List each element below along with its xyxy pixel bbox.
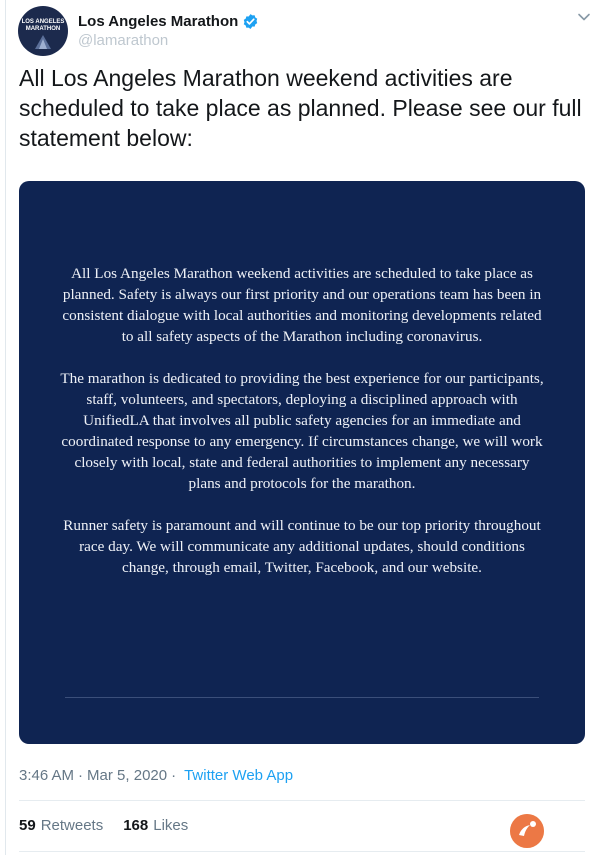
statement-paragraph-3: Runner safety is paramount and will continue to be our top priority throughout race day. We will communicate any additional updates, should conditions change, through email, Twitter, Facebook, and our website. [63, 517, 541, 576]
avatar-logo-text: LOS ANGELES MARATHON [21, 19, 65, 32]
tweet-time[interactable]: 3:46 AM [19, 766, 75, 784]
tweet-stats [19, 815, 208, 835]
statement-paragraph-1: All Los Angeles Marathon weekend activities are scheduled to take place as planned. Safety is always our first priority and our operations team has been in consistent dialogue with local authorities and monitoring developments related to all safety aspects of the Marathon including coronavirus. [62, 265, 542, 345]
runner-logo-icon [35, 35, 51, 49]
statement-divider [65, 697, 539, 698]
name-row [78, 11, 259, 31]
divider-top [19, 800, 585, 801]
retweets-label: Retweets [40, 816, 104, 834]
likes-label: Likes [153, 816, 189, 834]
statement-image[interactable] [19, 181, 585, 744]
likes-count: 168 [123, 816, 149, 834]
statement-paragraph-2: The marathon is dedicated to providing the best experience for our participants, staff, volunteers, and spectators, deploying a disciplined approach with UnifiedLA that involves all public safety agencies for an immediate and coordinated response to any emergency. If circumstances change, we will work closely with local, state and federal authorities to implement any necessary plans and protocols for the marathon. [60, 370, 544, 492]
meta-separator-2: · [171, 766, 177, 784]
left-border [5, 0, 6, 855]
tweet-date[interactable]: Mar 5, 2020 [87, 766, 168, 784]
display-name[interactable]: Los Angeles Marathon [78, 12, 239, 30]
tweet-text: All Los Angeles Marathon weekend activities are scheduled to take place as planned. Please see our full statement below: [19, 65, 582, 151]
verified-badge-icon [242, 13, 259, 30]
tweet-source-link[interactable]: Twitter Web App [184, 766, 294, 784]
retweets-stat[interactable] [19, 817, 103, 834]
divider-bottom [19, 851, 585, 852]
tweet-meta [19, 765, 293, 785]
tweet-header [18, 6, 593, 56]
retweets-count: 59 [19, 816, 36, 834]
statement-text [59, 263, 545, 599]
avatar[interactable] [18, 6, 68, 56]
likes-stat[interactable] [123, 817, 188, 834]
chevron-down-icon[interactable] [577, 10, 591, 24]
user-handle[interactable]: @lamarathon [78, 32, 169, 49]
weibo-watermark-logo [508, 812, 546, 850]
meta-separator-1: · [78, 766, 84, 784]
